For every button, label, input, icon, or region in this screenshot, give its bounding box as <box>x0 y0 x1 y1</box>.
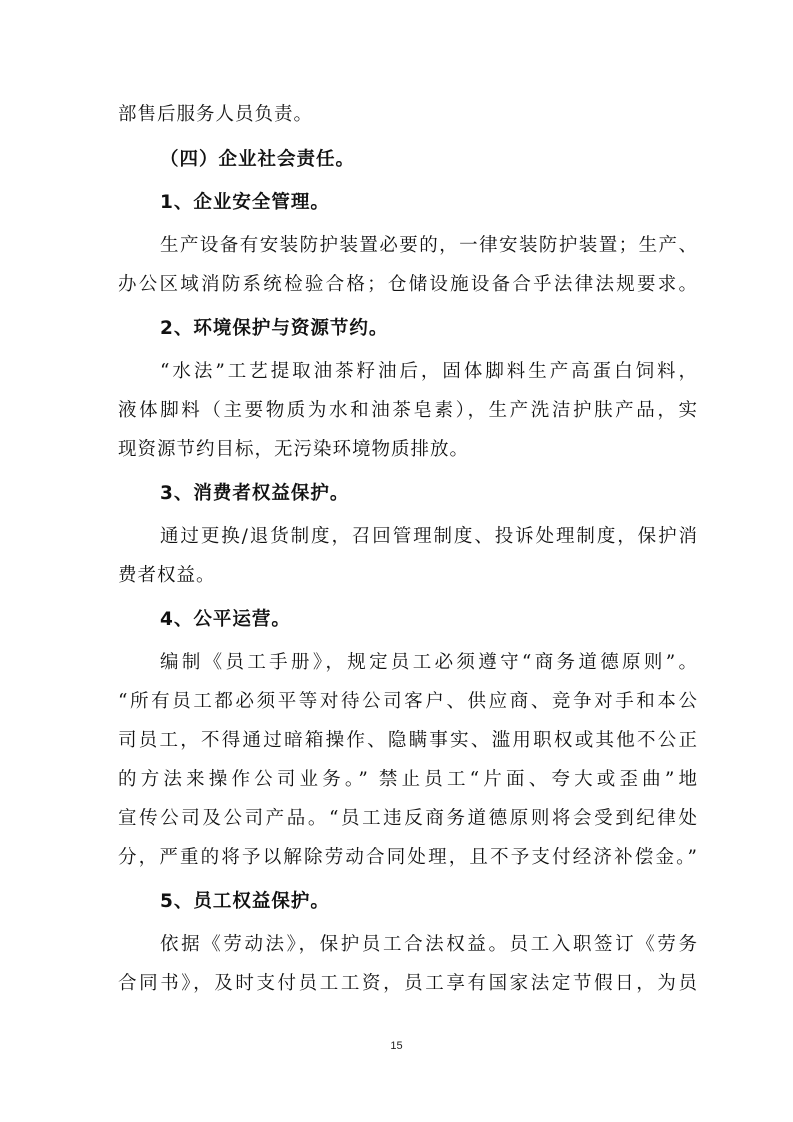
text-line: 办公区域消防系统检验合格；仓储设施设备合乎法律法规要求。 <box>118 274 698 295</box>
text-line: 编制《员工手册》，规定员工必须遵守“商务道德原则”。 <box>160 652 698 673</box>
text-line: 合同书》，及时支付员工工资，员工享有国家法定节假日，为员 <box>118 973 698 994</box>
text-line: 现资源节约目标，无污染环境物质排放。 <box>118 439 470 460</box>
subsection-heading: 1、企业安全管理。 <box>160 192 330 213</box>
text-line: 的方法来操作公司业务。” 禁止员工“片面、夸大或歪曲”地 <box>118 769 698 790</box>
text-line: 分，严重的将予以解除劳动合同处理，且不予支付经济补偿金。” <box>118 847 698 868</box>
text-line: 通过更换/退货制度，召回管理制度、投诉处理制度，保护消 <box>160 526 698 547</box>
text-line: “所有员工都必须平等对待公司客户、供应商、竞争对手和本公 <box>118 691 698 712</box>
subsection-heading: 4、公平运营。 <box>160 609 291 630</box>
text-line: 部售后服务人员负责。 <box>118 104 314 125</box>
subsection-heading: 2、环境保护与资源节约。 <box>160 318 389 339</box>
text-line: 依据《劳动法》，保护员工合法权益。员工入职签订《劳务 <box>160 934 698 955</box>
text-line: 司员工，不得通过暗箱操作、隐瞒事实、滥用职权或其他不公正 <box>118 730 698 751</box>
subsection-heading: 3、消费者权益保护。 <box>160 483 350 504</box>
subsection-heading: 5、员工权益保护。 <box>160 891 330 912</box>
text-line: 液体脚料（主要物质为水和油茶皂素），生产洗洁护肤产品，实 <box>118 400 698 421</box>
text-line: 费者权益。 <box>118 565 216 586</box>
text-line: 宣传公司及公司产品。“员工违反商务道德原则将会受到纪律处 <box>118 808 698 829</box>
text-line: “水法”工艺提取油茶籽油后，固体脚料生产高蛋白饲料， <box>160 361 698 382</box>
page-number: 15 <box>390 1040 403 1052</box>
section-heading: （四）企业社会责任。 <box>160 149 356 170</box>
text-line: 生产设备有安装防护装置必要的，一律安装防护装置；生产、 <box>160 235 698 256</box>
